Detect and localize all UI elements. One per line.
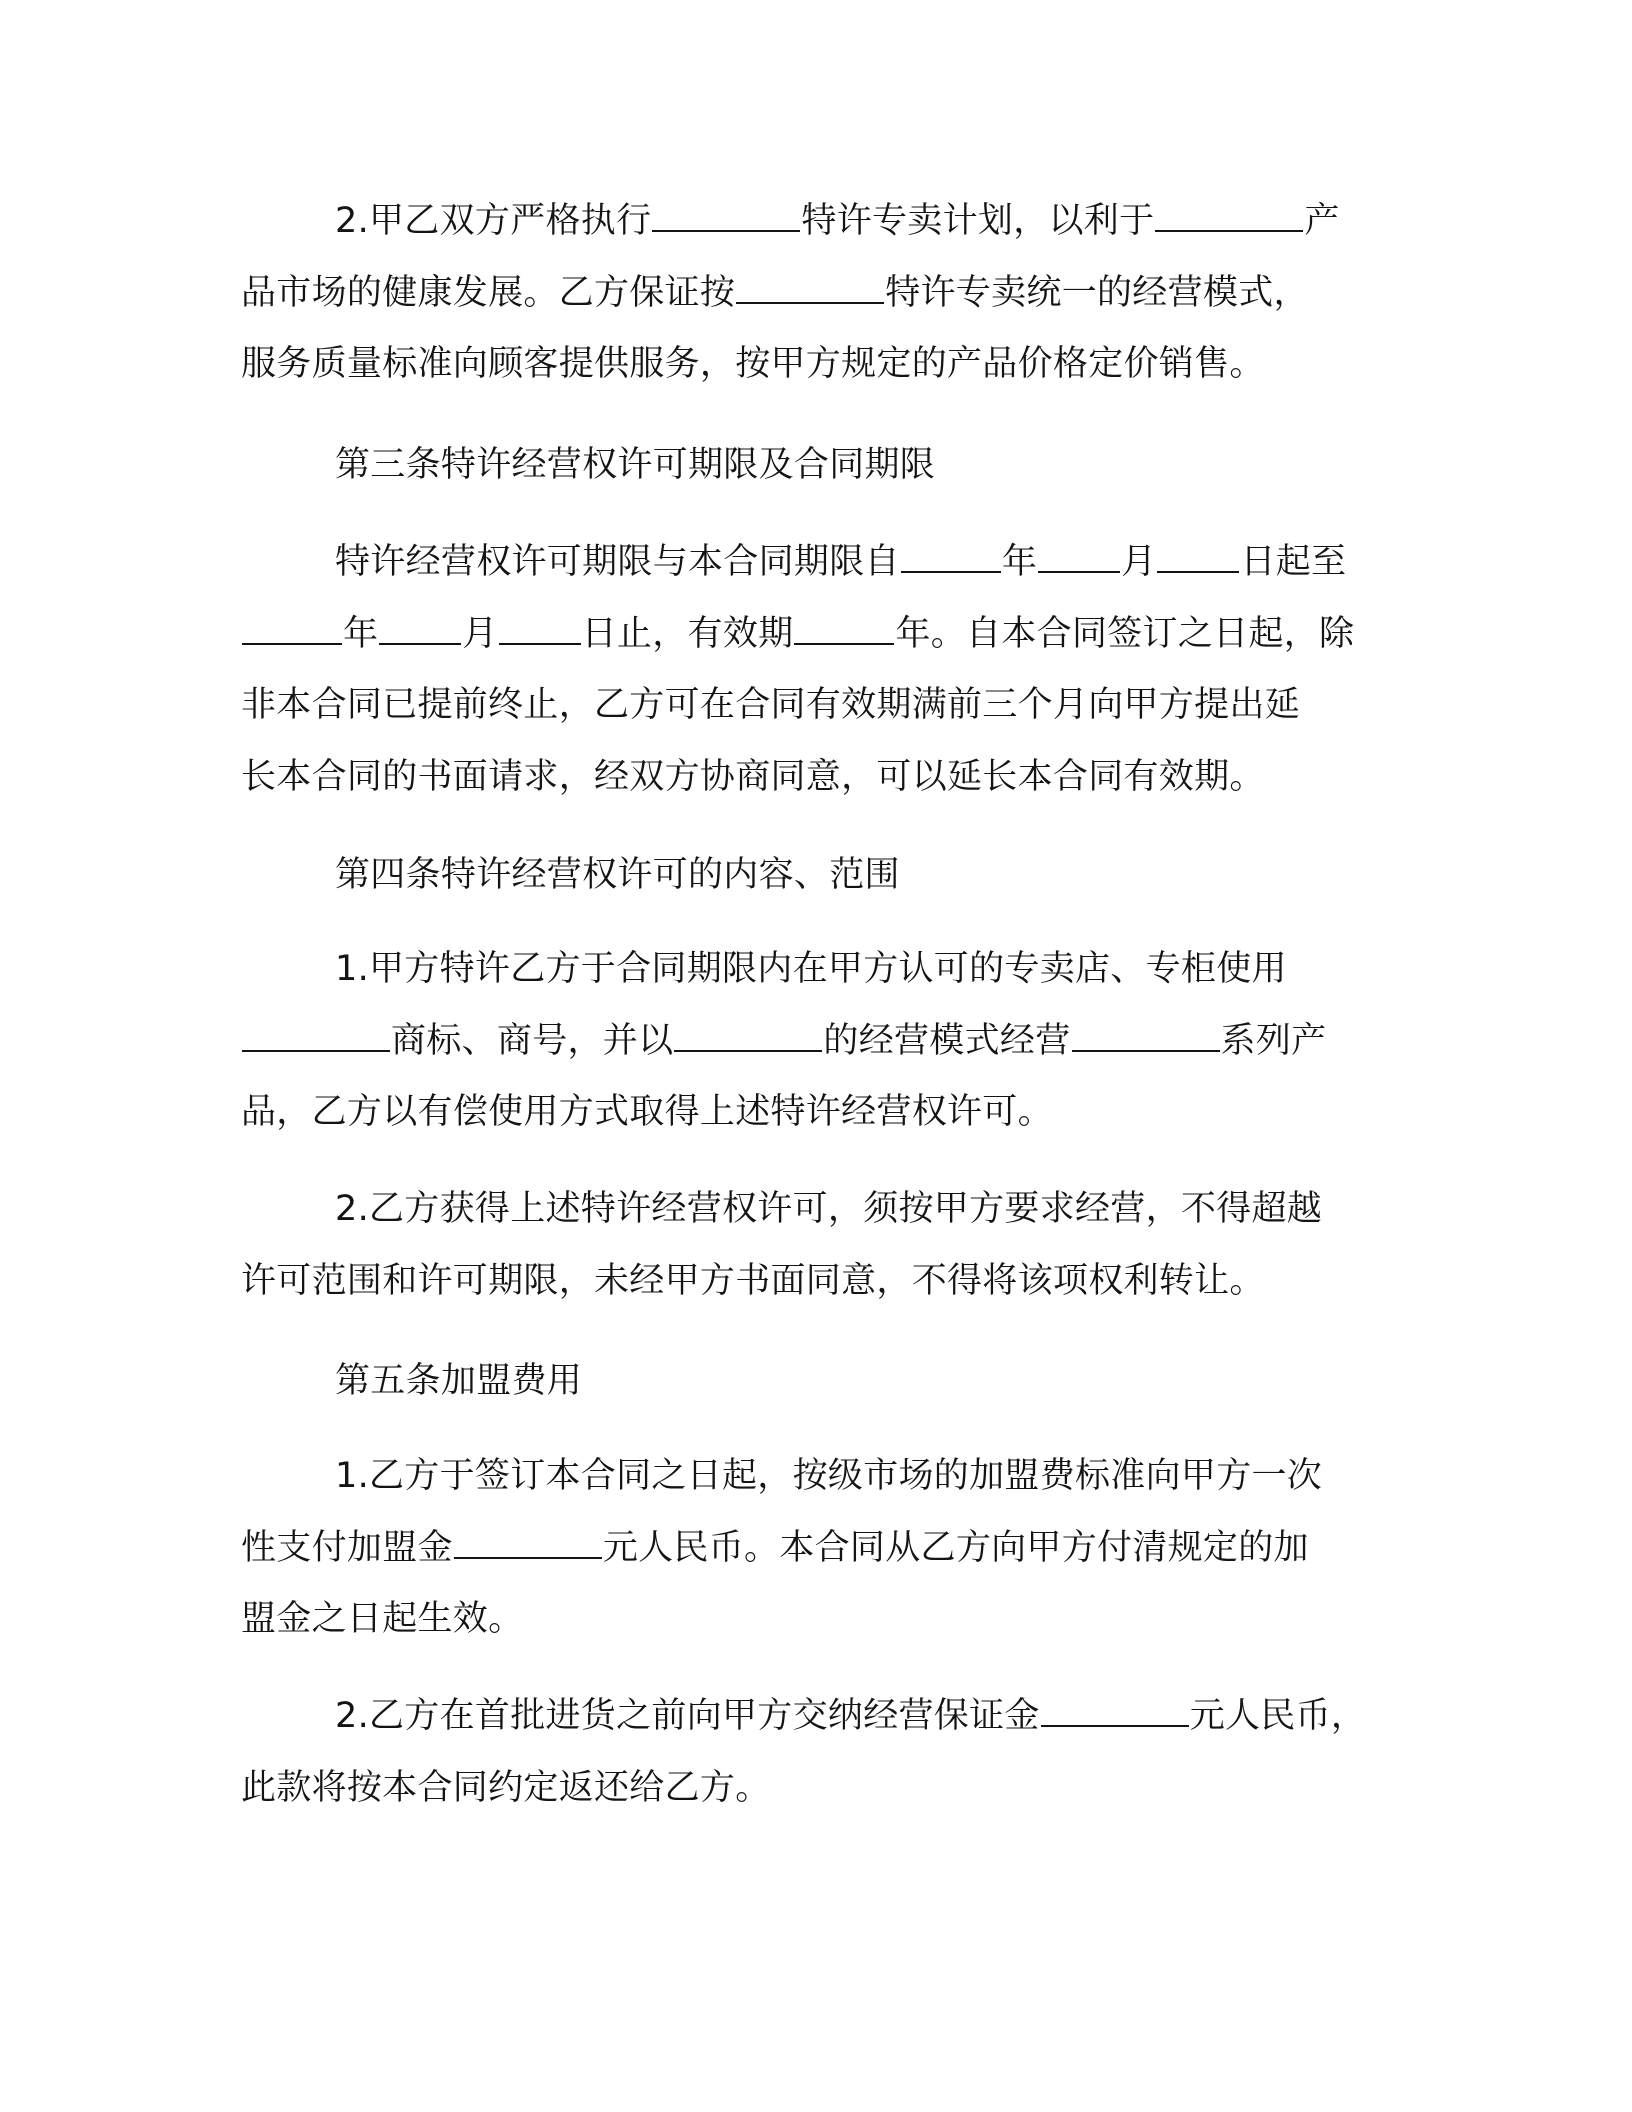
fill-blank bbox=[1155, 202, 1303, 232]
fill-blank bbox=[454, 1529, 602, 1559]
article-3-heading: 第三条特许经营权许可期限及合同期限 bbox=[335, 445, 936, 485]
fill-blank bbox=[1038, 543, 1120, 573]
fill-blank bbox=[736, 274, 884, 304]
text-line: 年 月 日止，有效期 年。自本合同签订之日起，除 bbox=[241, 599, 1391, 671]
text-line: 1.甲方特许乙方于合同期限内在甲方认可的专卖店、专柜使用 bbox=[335, 949, 1287, 989]
fill-blank bbox=[242, 615, 342, 645]
text-line: 品，乙方以有偿使用方式取得上述特许经营权许可。 bbox=[241, 1092, 1053, 1132]
fill-blank bbox=[652, 202, 800, 232]
text-line: 2.甲乙双方严格执行 特许专卖计划，以利于 产 bbox=[335, 201, 1340, 241]
article-3-paragraph bbox=[241, 527, 1391, 813]
fill-blank bbox=[901, 543, 1001, 573]
article-4-item-1 bbox=[241, 934, 1391, 1149]
fill-blank bbox=[379, 615, 461, 645]
fill-blank bbox=[1041, 1697, 1189, 1727]
article-5-heading: 第五条加盟费用 bbox=[335, 1361, 583, 1401]
text-line: 特许经营权许可期限与本合同期限自 年 月 日起至 bbox=[335, 542, 1347, 582]
text-line: 许可范围和许可期限，未经甲方书面同意，不得将该项权利转让。 bbox=[241, 1260, 1265, 1301]
text-line: 非本合同已提前终止，乙方可在合同有效期满前三个月向甲方提出延 bbox=[241, 685, 1301, 725]
fill-blank bbox=[794, 615, 894, 645]
text-line: 性支付加盟金 元人民币。本合同从乙方向甲方付清规定的加 bbox=[241, 1527, 1309, 1568]
fill-blank bbox=[1072, 1022, 1220, 1052]
text-line: 盟金之日起生效。 bbox=[241, 1599, 524, 1639]
text-line: 此款将按本合同约定返还给乙方。 bbox=[241, 1767, 771, 1808]
clause-2-paragraph bbox=[241, 186, 1391, 401]
text-line: 品市场的健康发展。乙方保证按 特许专卖统一的经营模式， bbox=[241, 272, 1309, 313]
article-5-item-2 bbox=[241, 1681, 1391, 1824]
article-5-item-1 bbox=[241, 1441, 1391, 1656]
text-line: 服务质量标准向顾客提供服务，按甲方规定的产品价格定价销售。 bbox=[241, 344, 1265, 384]
text-line: 1.乙方于签订本合同之日起，按级市场的加盟费标准向甲方一次 bbox=[335, 1456, 1323, 1496]
fill-blank bbox=[499, 615, 581, 645]
text-line: 2.乙方获得上述特许经营权许可，须按甲方要求经营，不得超越 bbox=[335, 1189, 1323, 1229]
article-4-heading: 第四条特许经营权许可的内容、范围 bbox=[335, 855, 900, 895]
text-line: 2.乙方在首批进货之前向甲方交纳经营保证金 元人民币， bbox=[335, 1696, 1367, 1736]
article-4-item-2 bbox=[241, 1174, 1391, 1317]
text-line: 长本合同的书面请求，经双方协商同意，可以延长本合同有效期。 bbox=[241, 756, 1265, 797]
text-line: 商标、商号，并以 的经营模式经营 系列产 bbox=[241, 1006, 1391, 1078]
fill-blank bbox=[674, 1022, 822, 1052]
fill-blank bbox=[242, 1022, 390, 1052]
fill-blank bbox=[1157, 543, 1239, 573]
